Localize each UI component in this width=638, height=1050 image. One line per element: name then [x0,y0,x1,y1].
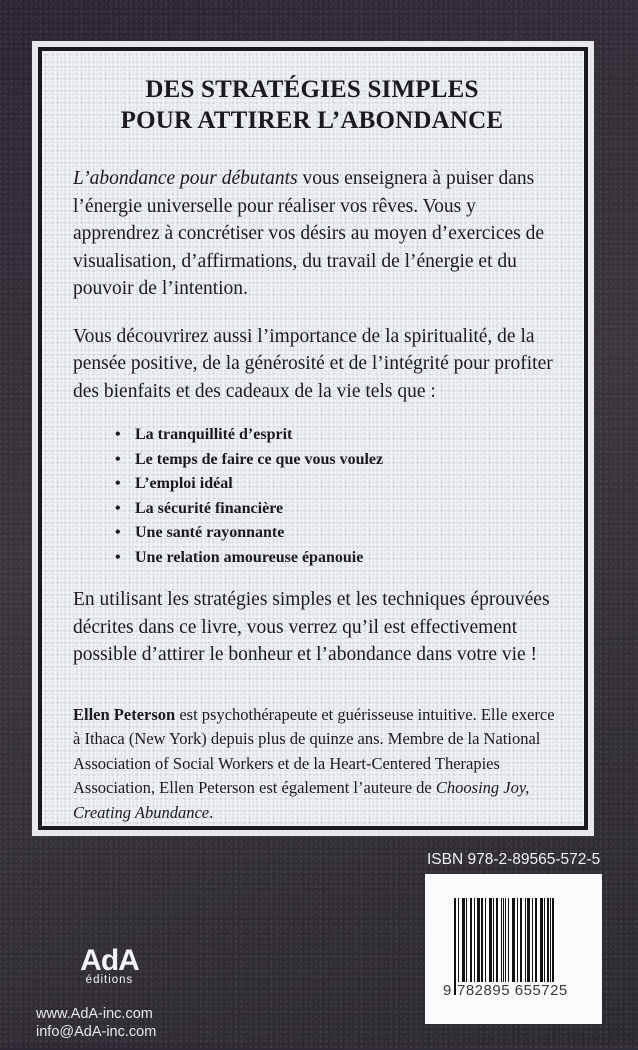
isbn-label: ISBN 978-2-89565-572-5 [427,851,601,868]
barcode-digits: 9 782895 655725 [443,982,568,999]
author-bio: Ellen Peterson est psychothérapeute et guérisseuse intuitive. Elle exerce à Ithaca (New York) depuis plus de quinze ans. Membre de la National Association of Social Workers et de la Heart-Centered Therapies Association, Ellen Peterson est également l’auteure de Choosing Joy, Creating Abundance. [73,704,555,822]
barcode [425,874,602,1024]
intro-paragraph [73,165,563,303]
list-item: • L’emploi idéal [115,472,563,497]
ada-logo-mark: AdA [80,944,139,977]
list-item: • La sécurité financière [115,497,563,522]
author-name: Ellen Peterson [73,704,176,724]
list-item: • Le temps de faire ce que vous voulez [115,448,563,473]
headline [73,74,563,136]
publisher-website[interactable]: www.AdA-inc.com [36,1006,153,1022]
headline-line-2: POUR ATTIRER L’ABONDANCE [120,107,504,134]
back-cover-text [73,68,563,825]
intro-text: vous enseignera à puiser dans l’énergie universelle pour réaliser vos rêves. Vous y apprendrez à concrétiser vos désirs au moyen d’exercices de visualisation, d’affirmations, du travail de l’énergie et du pouvoir de l’intention. [73,168,545,299]
headline-line-1: DES STRATÉGIES SIMPLES [145,76,479,103]
publisher-contact [36,1005,156,1041]
list-item: • La tranquillité d’esprit [115,423,563,448]
publisher-logo [72,946,147,986]
list-item: • Une santé rayonnante [115,521,563,546]
barcode-bars [454,898,574,995]
other-book-title: Choosing Joy, Creating Abundance [73,778,530,822]
publisher-email[interactable]: info@AdA-inc.com [36,1024,157,1040]
list-item: • Une relation amoureuse épanouie [115,546,563,571]
logo-subtitle: éditions [85,974,134,986]
discover-paragraph: Vous découvrirez aussi l’importance de la spiritualité, de la pensée positive, de la générosité et de l’intégrité pour profiter des bienfaits et des cadeaux de la vie tels que : [73,325,553,402]
benefits-list [73,423,563,570]
author-bio-text: est psychothérapeute et guérisseuse intuitive. Elle exerce à Ithaca (New York) depuis plus de quinze ans. Membre de la National Association of Social Workers et de la Heart-Centered Therapies Association, Ellen Peterson est également l’auteure de [73,704,555,797]
book-title: L’abondance pour débutants [73,168,298,189]
closing-paragraph: En utilisant les stratégies simples et les techniques éprouvées décrites dans ce livre, vous verrez qu’il est effectivement possible d’attirer le bonheur et l’abondance dans votre vie ! [73,589,550,665]
